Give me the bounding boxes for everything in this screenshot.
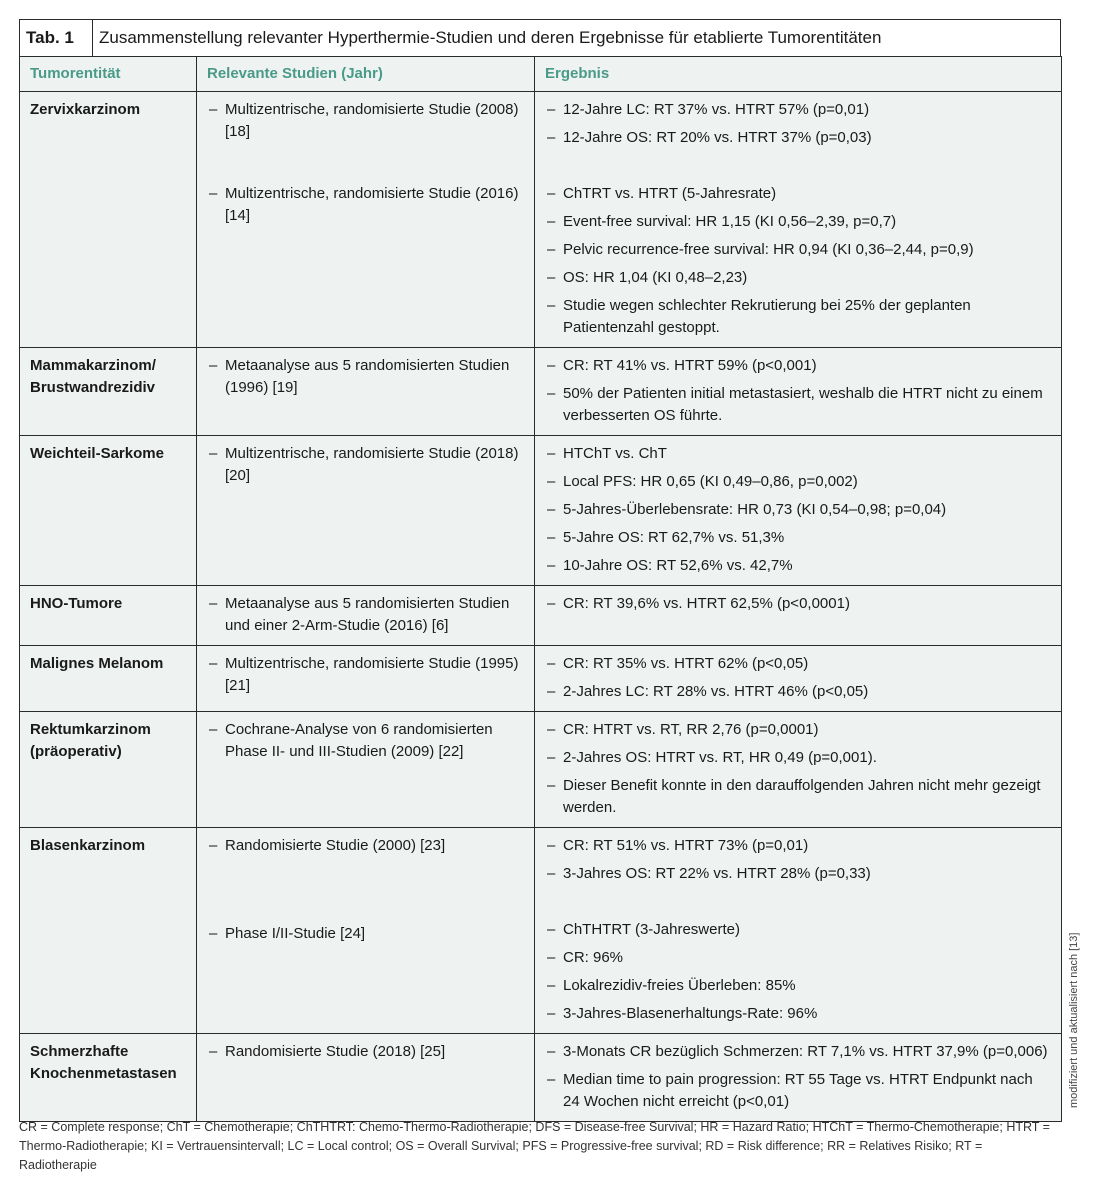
studies-cell	[197, 436, 535, 586]
table-row	[20, 586, 1062, 646]
result-item: – OS: HR 1,04 (KI 0,48–2,23)	[545, 267, 1051, 289]
result-item: – Pelvic recurrence-free survival: HR 0,94 (KI 0,36–2,44, p=0,9)	[545, 239, 1051, 261]
study-item: – Randomisierte Studie (2000) [23]	[207, 835, 524, 857]
result-cell	[535, 646, 1062, 712]
result-item: – ChTHTRT (3-Jahreswerte)	[545, 919, 1051, 941]
abbreviations-footnote: CR = Complete response; ChT = Chemotherapie; ChTHTRT: Chemo-Thermo-Radiotherapie; DFS = Disease-free Survival; HR = Hazard Ratio; HTChT = Thermo-Chemotherapie; HTRT = Thermo-Radiotherapie; KI = Vertrauensintervall; LC = Local control; OS = Overall Survival; PFS = Progressive-free survival; RD = Risk difference; RR = Relatives Risiko; RT = Radiotherapie	[19, 1120, 1050, 1172]
result-item: – Dieser Benefit konnte in den darauffolgenden Jahren nicht mehr gezeigt werden.	[545, 775, 1051, 819]
result-item: – 3-Jahres OS: RT 22% vs. HTRT 28% (p=0,33)	[545, 863, 1051, 885]
result-item: – 50% der Patienten initial metastasiert, weshalb die HTRT nicht zu einem verbesserten OS führte.	[545, 383, 1051, 427]
studies-cell	[197, 586, 535, 646]
table-row	[20, 828, 1062, 1034]
studies-cell	[197, 646, 535, 712]
table-number: Tab. 1	[20, 20, 93, 56]
studies-cell	[197, 92, 535, 348]
header-row	[20, 57, 1062, 92]
result-item: – 2-Jahres OS: HTRT vs. RT, HR 0,49 (p=0,001).	[545, 747, 1051, 769]
entity-cell: Mammakarzinom/ Brustwandrezidiv	[20, 348, 197, 436]
entity-cell: Weichteil-Sarkome	[20, 436, 197, 586]
source-note: modifiziert und aktualisiert nach [13]	[1068, 932, 1080, 1108]
result-item: – Local PFS: HR 0,65 (KI 0,49–0,86, p=0,002)	[545, 471, 1051, 493]
table-container	[19, 19, 1061, 1122]
studies-cell	[197, 1034, 535, 1122]
result-item: – CR: RT 51% vs. HTRT 73% (p=0,01)	[545, 835, 1051, 857]
study-item: – Metaanalyse aus 5 randomisierten Studien (1996) [19]	[207, 355, 524, 399]
result-item: – CR: RT 41% vs. HTRT 59% (p<0,001)	[545, 355, 1051, 377]
result-item: – 5-Jahres-Überlebensrate: HR 0,73 (KI 0,54–0,98; p=0,04)	[545, 499, 1051, 521]
result-cell	[535, 436, 1062, 586]
result-item: – 3-Monats CR bezüglich Schmerzen: RT 7,1% vs. HTRT 37,9% (p=0,006)	[545, 1041, 1051, 1063]
entity-cell: Schmerzhafte Knochenmetastasen	[20, 1034, 197, 1122]
study-item: – Cochrane-Analyse von 6 randomisierten Phase II- und III-Studien (2009) [22]	[207, 719, 524, 763]
studies-table	[19, 56, 1062, 1122]
result-item: – CR: 96%	[545, 947, 1051, 969]
result-item: – 2-Jahres LC: RT 28% vs. HTRT 46% (p<0,05)	[545, 681, 1051, 703]
table-row	[20, 1034, 1062, 1122]
result-item: – CR: HTRT vs. RT, RR 2,76 (p=0,0001)	[545, 719, 1051, 741]
result-cell	[535, 92, 1062, 348]
result-cell	[535, 348, 1062, 436]
studies-cell	[197, 348, 535, 436]
result-item: – CR: RT 35% vs. HTRT 62% (p<0,05)	[545, 653, 1051, 675]
study-item: – Multizentrische, randomisierte Studie (2008) [18]	[207, 99, 524, 143]
header-studies: Relevante Studien (Jahr)	[197, 57, 535, 92]
table-row	[20, 348, 1062, 436]
study-item: – Metaanalyse aus 5 randomisierten Studien und einer 2-Arm-Studie (2016) [6]	[207, 593, 524, 637]
table-row	[20, 436, 1062, 586]
study-item: – Multizentrische, randomisierte Studie (2016) [14]	[207, 183, 524, 227]
entity-cell: Blasenkarzinom	[20, 828, 197, 1034]
study-item: – Multizentrische, randomisierte Studie (2018) [20]	[207, 443, 524, 487]
result-cell	[535, 586, 1062, 646]
header-result: Ergebnis	[535, 57, 1062, 92]
table-row	[20, 92, 1062, 348]
result-item: – Studie wegen schlechter Rekrutierung bei 25% der geplanten Patientenzahl gestoppt.	[545, 295, 1051, 339]
study-item: – Multizentrische, randomisierte Studie (1995) [21]	[207, 653, 524, 697]
entity-cell: HNO-Tumore	[20, 586, 197, 646]
table-caption	[19, 19, 1061, 56]
result-cell	[535, 1034, 1062, 1122]
study-item: – Randomisierte Studie (2018) [25]	[207, 1041, 524, 1063]
result-cell	[535, 828, 1062, 1034]
entity-cell: Zervixkarzinom	[20, 92, 197, 348]
result-item: – 12-Jahre LC: RT 37% vs. HTRT 57% (p=0,01)	[545, 99, 1051, 121]
result-item: – 12-Jahre OS: RT 20% vs. HTRT 37% (p=0,03)	[545, 127, 1051, 149]
entity-cell: Rektumkarzinom (präoperativ)	[20, 712, 197, 828]
entity-cell: Malignes Melanom	[20, 646, 197, 712]
result-item: – Lokalrezidiv-freies Überleben: 85%	[545, 975, 1051, 997]
result-item: – 5-Jahre OS: RT 62,7% vs. 51,3%	[545, 527, 1051, 549]
result-item: – CR: RT 39,6% vs. HTRT 62,5% (p<0,0001)	[545, 593, 1051, 615]
table-row	[20, 646, 1062, 712]
result-cell	[535, 712, 1062, 828]
studies-cell	[197, 712, 535, 828]
table-title: Zusammenstellung relevanter Hyperthermie-Studien und deren Ergebnisse für etablierte Tumorentitäten	[99, 28, 882, 47]
result-item: – HTChT vs. ChT	[545, 443, 1051, 465]
studies-cell	[197, 828, 535, 1034]
table-row	[20, 712, 1062, 828]
study-item: – Phase I/II-Studie [24]	[207, 923, 524, 945]
header-entity: Tumorentität	[20, 57, 197, 92]
result-item: – 3-Jahres-Blasenerhaltungs-Rate: 96%	[545, 1003, 1051, 1025]
result-item: – Median time to pain progression: RT 55 Tage vs. HTRT Endpunkt nach 24 Wochen nicht erreicht (p<0,01)	[545, 1069, 1051, 1113]
result-item: – ChTRT vs. HTRT (5-Jahresrate)	[545, 183, 1051, 205]
result-item: – 10-Jahre OS: RT 52,6% vs. 42,7%	[545, 555, 1051, 577]
result-item: – Event-free survival: HR 1,15 (KI 0,56–2,39, p=0,7)	[545, 211, 1051, 233]
